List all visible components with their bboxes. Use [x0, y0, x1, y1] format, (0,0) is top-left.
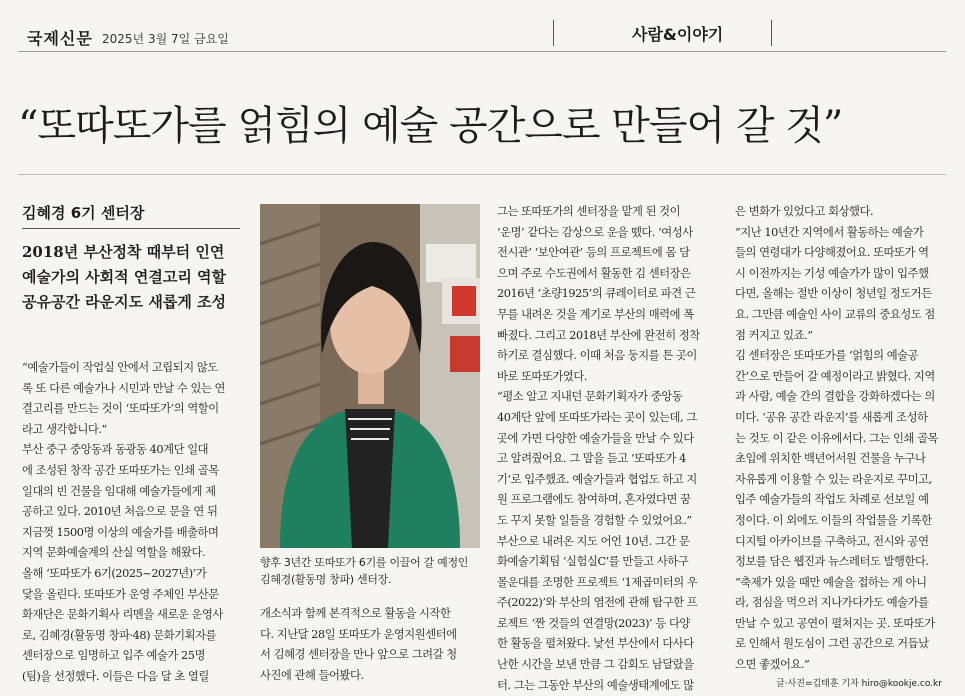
article-column-3 — [497, 202, 725, 696]
paragraph: “축제가 있을 때만 예술을 접하는 게 아니 라, 점심을 먹으러 지나가다가도 예술가를 만날 수 있고 공연이 펼쳐지는 곳. 또따또가 로 인해서 원도심이 그런 공간으로 거듭났 으면 좋겠어요.” — [735, 573, 963, 676]
paragraph: 은 변화가 있었다고 회상했다. — [735, 202, 963, 223]
section-name: 사람&이야기 — [632, 22, 723, 45]
paragraph: 김 센터장은 또따또가를 ‘얽힘의 예술공 간’으로 만들어 갈 예정이라고 밝혔다. 지역 과 사람, 예술 간의 결합을 강화하겠다는 의 미다. ‘공유 공간 라운지’를 새롭게 조성하 는 것도 이 같은 이유에서다. 그는 인쇄 골목 초입에 위치한 백년어서원 건물을 누구나 자유롭게 이용할 수 있는 라운지로 꾸미고, 입주 예술가들의 작업도 차례로 선보일 예 정이다. 이 외에도 이들의 작업물을 기록한 디지털 아카이브를 구축하고, 전시와 공연 정보를 담은 웹진과 뉴스레터도 발행한다. — [735, 346, 963, 573]
lede-line: 예술가의 사회적 연결고리 역할 — [22, 265, 252, 290]
headline-rule — [18, 174, 946, 175]
paragraph: 부산 중구 중앙동과 동광동 40계단 일대 에 조성된 창작 공간 또따또가는 인쇄 골목 일대의 빈 건물을 임대해 예술가들에게 제 공하고 있다. 2010년 처음으로 문을 연 뒤 지금껏 1500명 이상의 예술가를 배출하며 지역 문화예술계의 산실 역할을 해왔다. — [22, 440, 254, 564]
paragraph: “예술가들이 작업실 안에서 고립되지 않도 록 또 다른 예술가나 시민과 만날 수 있는 연 결고리를 만드는 것이 ‘또따또가’의 역할이 라고 생각합니다.” — [22, 358, 254, 440]
article-column-2 — [260, 604, 488, 686]
lede-line: 2018년 부산정착 때부터 인연 — [22, 240, 252, 265]
paragraph: 올해 ‘또따또가 6기(2025~2027년)’가 닻을 올린다. 또따또가 운영 주체인 부산문 화재단은 문화기획사 리멘을 새로운 운영사 로, 김혜경(활동명 창파·48) 문화기획자를 센터장으로 임명하고 입주 예술가 25명 (팀)을 선정했다. 이들은 다음 달 초 열릴 — [22, 564, 254, 688]
caption-line: 김혜경(활동명 창파) 센터장. — [260, 571, 488, 588]
byline-credit: 글·사진=김태훈 기자 hiro@kookje.co.kr — [776, 676, 942, 689]
header-divider — [771, 20, 772, 46]
portrait-photo — [260, 204, 480, 548]
caption-line: 향후 3년간 또따또가 6기를 이끌어 갈 예정인 — [260, 554, 488, 571]
headline: “또따또가를 얽힘의 예술 공간으로 만들어 갈 것” — [18, 94, 958, 151]
speaker-name: 김혜경 6기 센터장 — [22, 202, 144, 223]
header-divider — [553, 20, 554, 46]
speaker-rule — [22, 228, 240, 229]
paragraph: 부산으로 내려온 지도 어언 10년. 그간 문 화예술기획팀 ‘실험실C’를 만들고 사하구 몰운대를 조명한 프로젝트 ‘1제곱미터의 우 주(2022)’와 부산의 염전에 관해 탐구한 프 로젝트 ‘짠 것들의 연결망(2023)’ 등 다양 한 활동을 펼쳐왔다. 낯선 부산에서 다사다 난한 시간을 보낸 만큼 그 감회도 남달랐을 터. 그는 그동안 부산의 예술생태계에도 많 — [497, 532, 725, 696]
masthead: 국제신문 — [27, 26, 93, 49]
article-column-1 — [22, 358, 254, 688]
issue-date: 2025년 3월 7일 금요일 — [102, 30, 229, 47]
lede — [22, 240, 252, 315]
paragraph: “평소 알고 지내던 문화기획자가 중앙동 40계단 앞에 또따또가라는 곳이 있는데, 그 곳에 가면 다양한 예술가들을 만날 수 있다 고 알려줬어요. 그 말을 듣고 ‘또따또가 4 기’로 입주했죠. 예술가들과 협업도 하고 지 원 프로그램에도 참여하며, 혼자였다면 꿈 도 꾸지 못할 일들을 경험할 수 있었어요.” — [497, 387, 725, 531]
portrait-illustration — [260, 204, 480, 548]
paragraph: “지난 10년간 지역에서 활동하는 예술가 들의 연령대가 다양해졌어요. 또따또가 역 시 이전까지는 기성 예술가가 많이 입주했 다면, 올해는 절반 이상이 청년일 정도거든 요. 그만큼 예술인 사이 교류의 중요성도 점 점 커지고 있죠.” — [735, 223, 963, 347]
paragraph: 그는 또따또가의 센터장을 맡게 된 것이 ‘운명’ 같다는 감상으로 운을 뗐다. ‘여성사 전시관’ ‘보안여관’ 등의 프로젝트에 몸 담 으며 주로 수도권에서 활동한 김 센터장은 2016년 ‘초량1925’의 큐레이터로 파견 근 무를 내려온 것을 계기로 부산의 매력에 폭 빠졌다. 그리고 2018년 부산에 완전히 정착 하기로 결심했다. 이때 처음 둥지를 튼 곳이 바로 또따또가였다. — [497, 202, 725, 387]
paragraph: 개소식과 함께 본격적으로 활동을 시작한 다. 지난달 28일 또따또가 운영지원센터에 서 김혜경 센터장을 만나 앞으로 그려갈 청 사진에 관해 들어봤다. — [260, 604, 488, 686]
header-rule — [18, 51, 946, 52]
lede-line: 공유공간 라운지도 새롭게 조성 — [22, 290, 252, 315]
photo-caption — [260, 554, 488, 588]
article-column-4 — [735, 202, 963, 676]
